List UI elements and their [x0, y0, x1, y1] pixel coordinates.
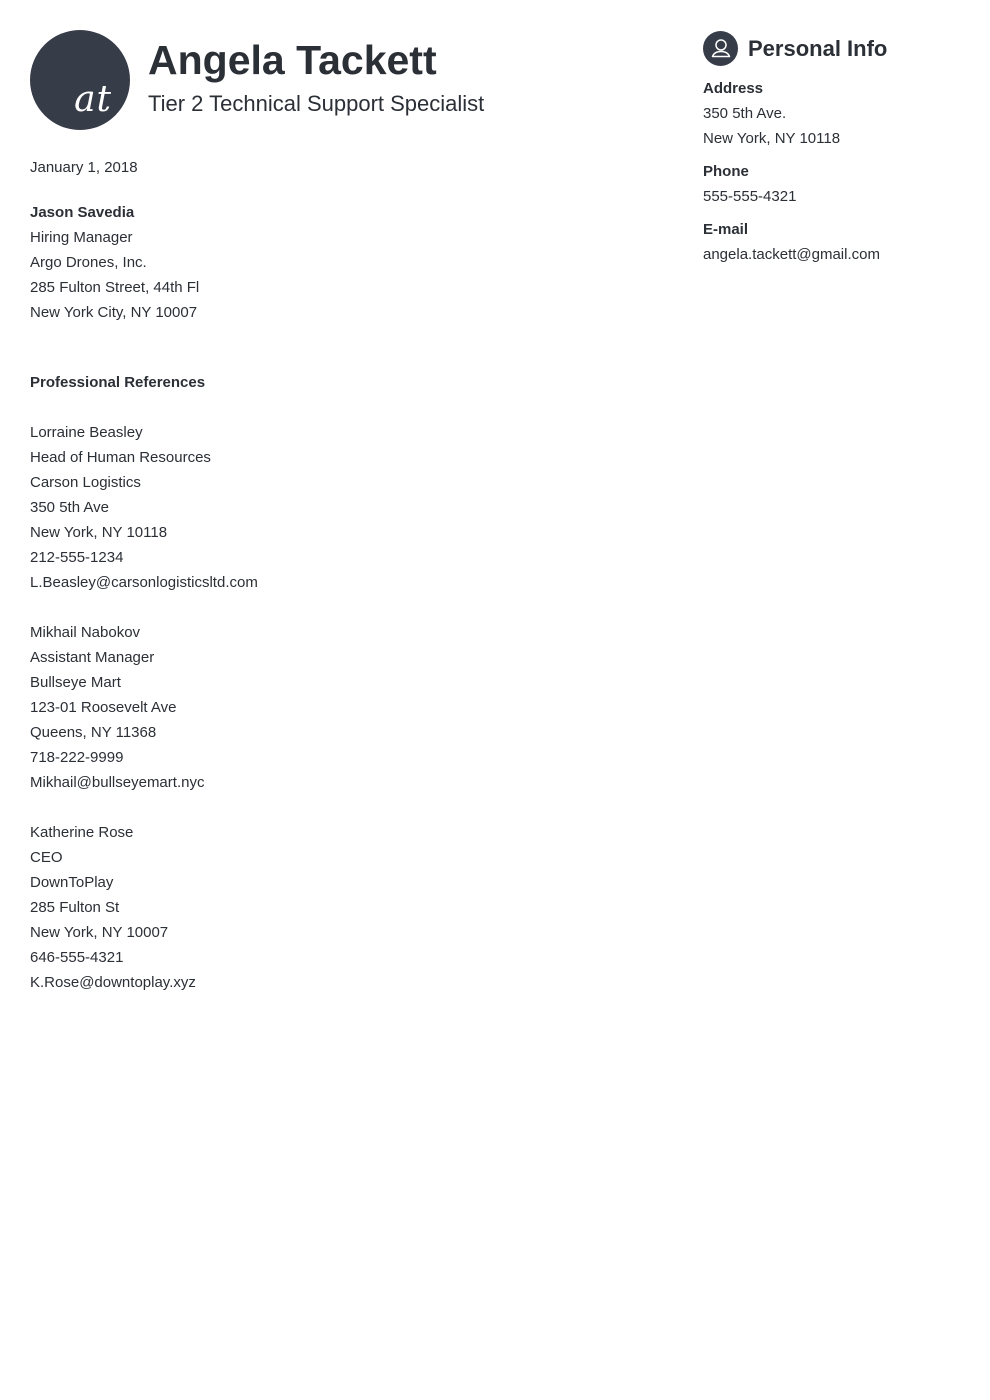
reference-entry — [30, 620, 630, 795]
reference-company: Carson Logistics — [30, 474, 141, 491]
reference-title: CEO — [30, 849, 63, 866]
reference-email: K.Rose@downtoplay.xyz — [30, 974, 196, 991]
reference-email: Mikhail@bullseyemart.nyc — [30, 774, 205, 791]
recipient-street: 285 Fulton Street, 44th Fl — [30, 279, 200, 296]
address-line: 350 5th Ave. — [703, 105, 787, 122]
recipient-title: Hiring Manager — [30, 229, 133, 246]
personal-info-header — [703, 30, 963, 66]
address-line: New York, NY 10118 — [703, 130, 841, 147]
reference-city: New York, NY 10118 — [30, 524, 168, 541]
reference-street: 350 5th Ave — [30, 499, 109, 516]
recipient-name: Jason Savedia — [30, 204, 135, 221]
reference-title: Head of Human Resources — [30, 449, 211, 466]
phone-value: 555-555-4321 — [703, 188, 797, 205]
reference-title: Assistant Manager — [30, 649, 155, 666]
email-value: angela.tackett@gmail.com — [703, 246, 880, 263]
reference-street: 123-01 Roosevelt Ave — [30, 699, 177, 716]
reference-company: DownToPlay — [30, 874, 114, 891]
person-icon — [703, 31, 738, 66]
recipient-city: New York City, NY 10007 — [30, 304, 198, 321]
reference-city: New York, NY 10007 — [30, 924, 169, 941]
personal-info-section — [703, 30, 963, 267]
candidate-job-title: Tier 2 Technical Support Specialist — [148, 91, 485, 116]
recipient-block — [30, 200, 630, 325]
reference-phone: 646-555-4321 — [30, 949, 124, 966]
reference-phone: 212-555-1234 — [30, 549, 124, 566]
recipient-company: Argo Drones, Inc. — [30, 254, 147, 271]
reference-entry — [30, 820, 630, 995]
monogram-avatar — [30, 30, 130, 130]
phone-label: Phone — [703, 163, 749, 180]
monogram-initials: at — [74, 79, 112, 120]
reference-street: 285 Fulton St — [30, 899, 120, 916]
reference-email: L.Beasley@carsonlogisticsltd.com — [30, 574, 258, 591]
letter-body — [30, 155, 630, 1020]
reference-name: Katherine Rose — [30, 824, 134, 841]
reference-entry — [30, 420, 630, 595]
reference-company: Bullseye Mart — [30, 674, 121, 691]
letter-date: January 1, 2018 — [30, 159, 138, 176]
personal-info-title: Personal Info — [748, 35, 888, 61]
address-label: Address — [703, 80, 764, 97]
candidate-name: Angela Tackett — [148, 37, 437, 83]
reference-phone: 718-222-9999 — [30, 749, 124, 766]
email-label: E-mail — [703, 221, 749, 238]
reference-name: Mikhail Nabokov — [30, 624, 141, 641]
reference-name: Lorraine Beasley — [30, 424, 143, 441]
reference-city: Queens, NY 11368 — [30, 724, 157, 741]
references-heading: Professional References — [30, 374, 206, 391]
